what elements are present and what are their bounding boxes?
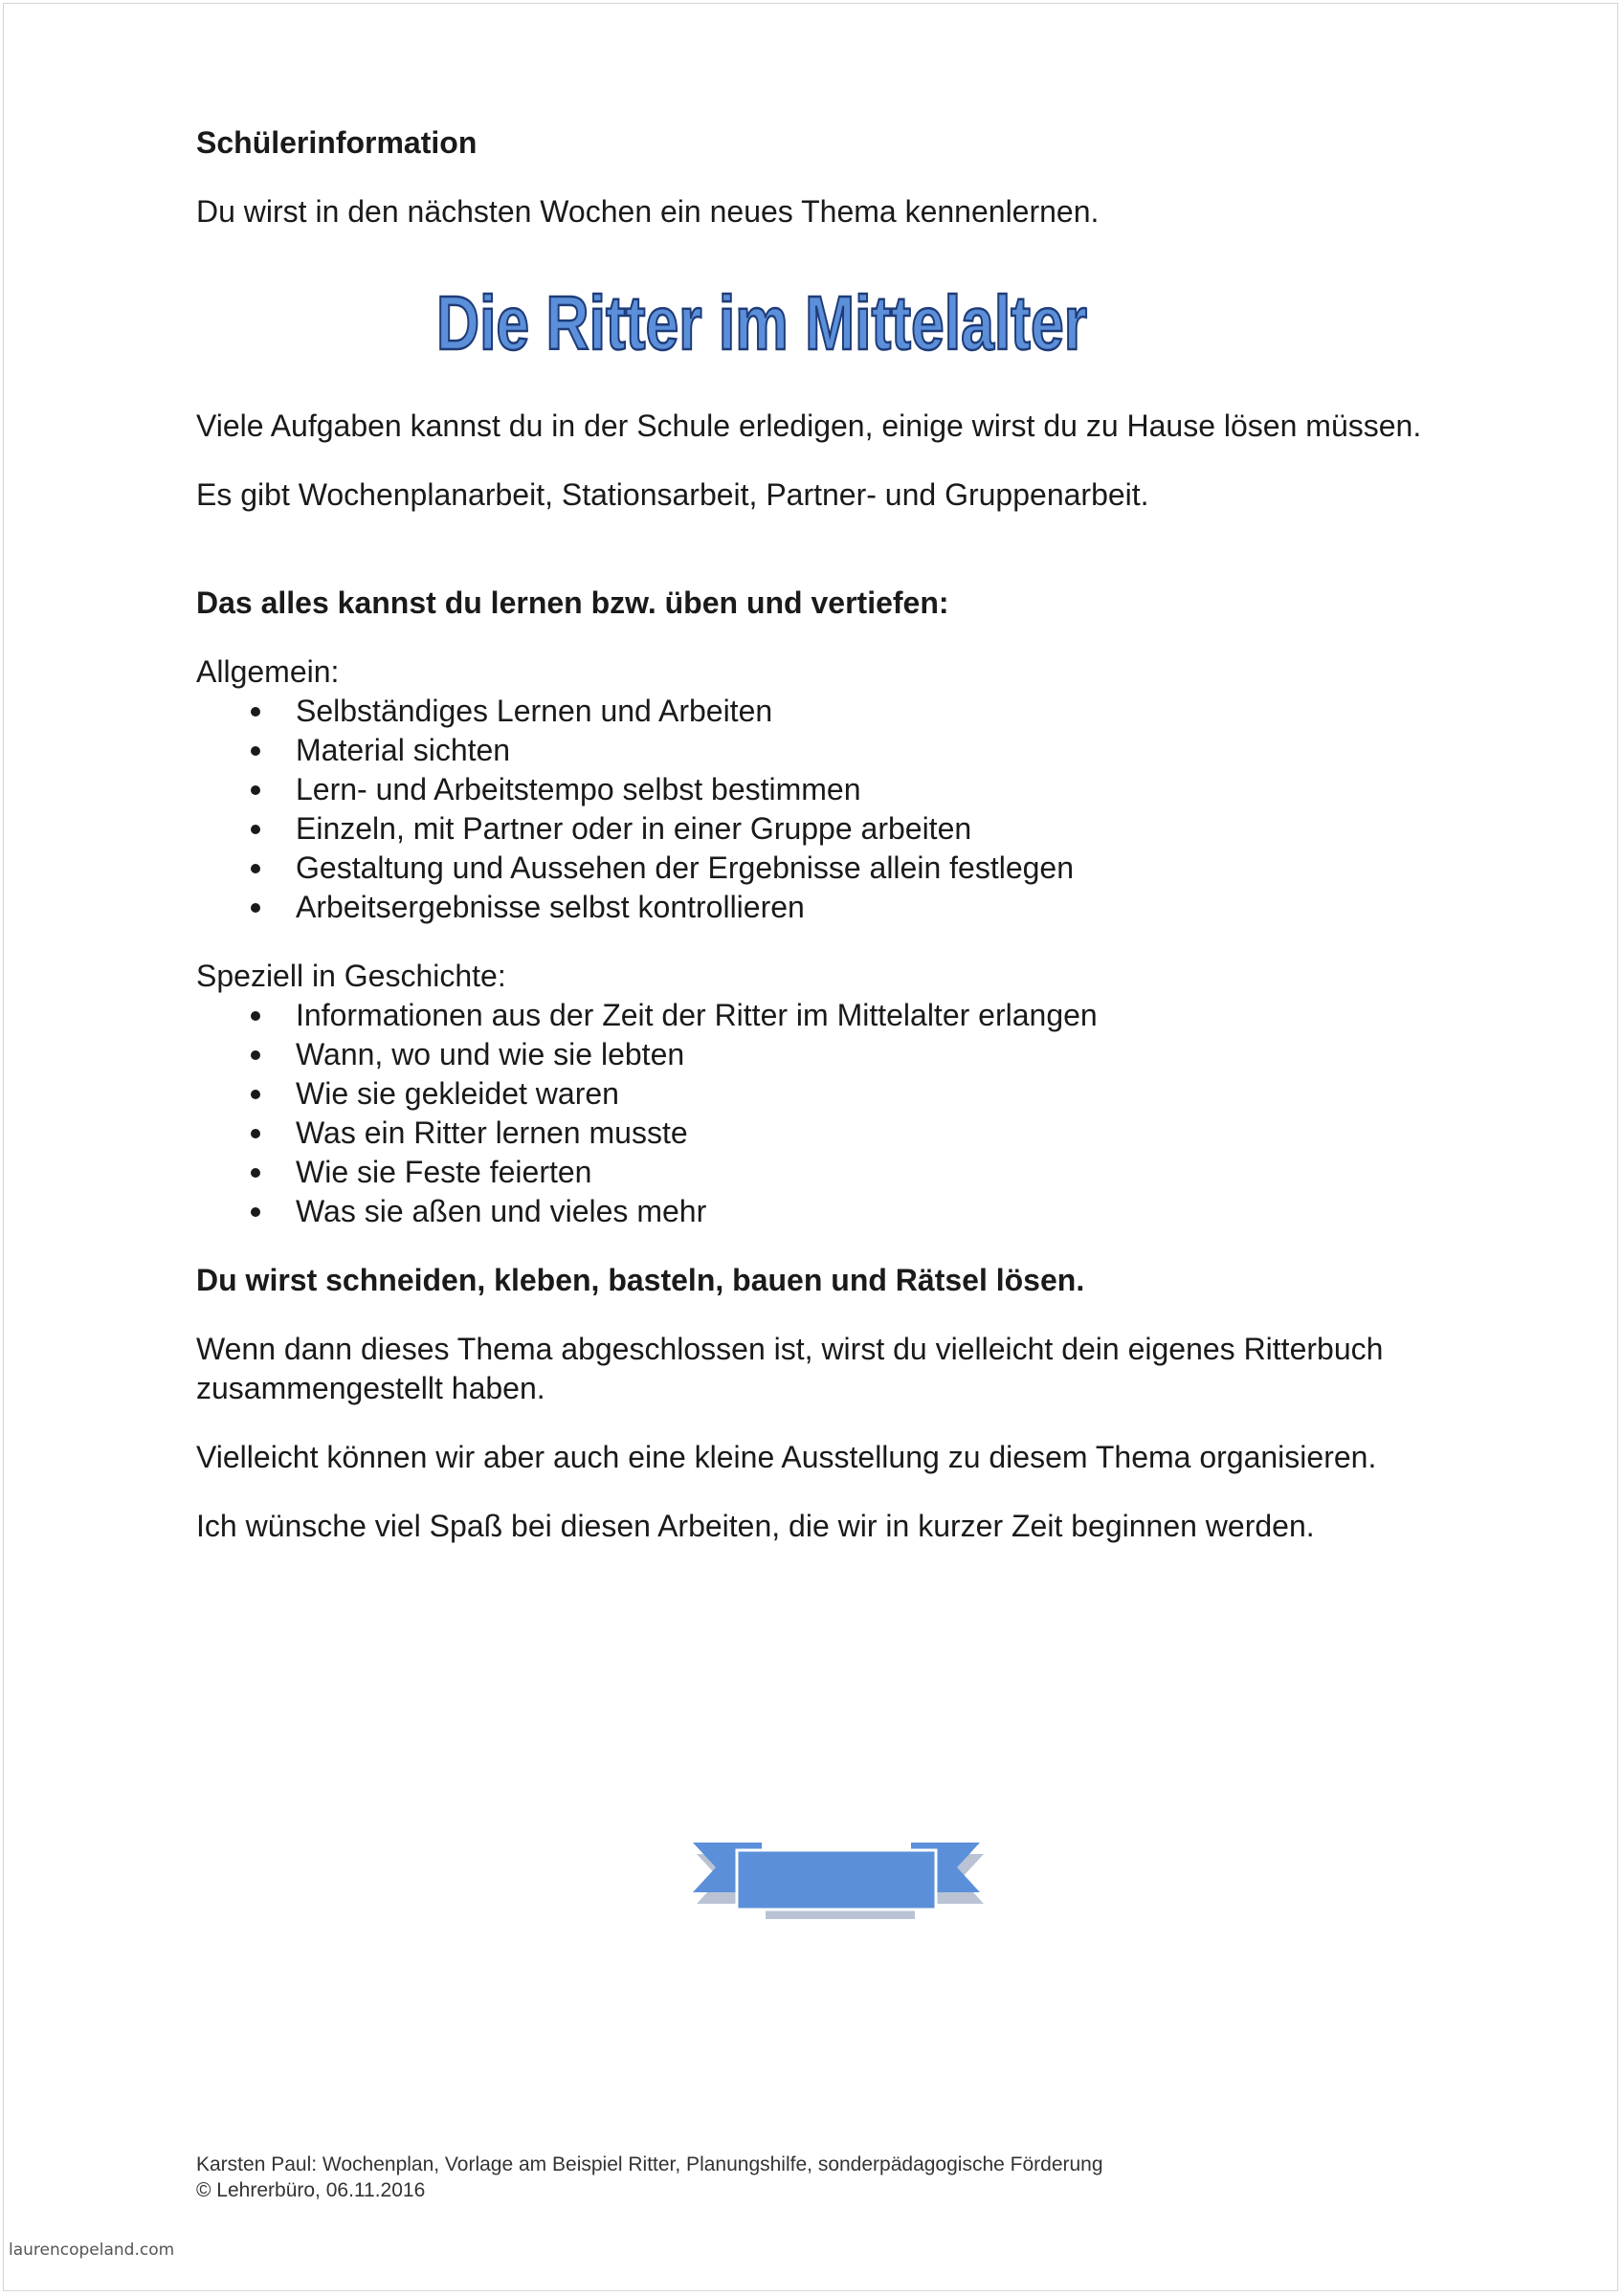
list-item: Was ein Ritter lernen musste [196,1114,1459,1153]
bullet-icon [251,1090,260,1099]
list-item: Material sichten [196,731,1459,770]
bullet-icon [251,903,260,913]
paragraph-ritterbuch: Wenn dann dieses Thema abgeschlossen ist, wirst du vielleicht dein eigenes Ritterbuch zusammengestellt haben. [196,1332,1384,1405]
intro-paragraph: Du wirst in den nächsten Wochen ein neues Thema kennenlernen. [196,194,1100,229]
bullet-icon [251,1011,260,1021]
general-list [196,692,1459,927]
wordart-title-text: Die Ritter im Mittelalter [436,280,1087,365]
list-item: Selbständiges Lernen und Arbeiten [196,692,1459,731]
paragraph-closing: Ich wünsche viel Spaß bei diesen Arbeiten, die wir in kurzer Zeit beginnen werden. [196,1509,1315,1543]
bullet-icon [251,1050,260,1060]
bullet-icon [251,785,260,795]
footer [196,2152,1103,2203]
bullet-icon [251,1129,260,1138]
paragraph-tasks: Viele Aufgaben kannst du in der Schule erledigen, einige wirst du zu Hause lösen müssen. [196,408,1422,443]
ribbon-banner-graphic [691,1831,984,1923]
paragraph-exhibition: Vielleicht können wir aber auch eine kleine Ausstellung zu diesem Thema organisieren. [196,1440,1377,1474]
list-item: Lern- und Arbeitstempo selbst bestimmen [196,770,1459,809]
bullet-icon [251,746,260,756]
list-item: Gestaltung und Aussehen der Ergebnisse allein festlegen [196,849,1459,888]
wordart-title-graphic [196,261,1459,377]
bullet-icon [251,1168,260,1178]
footer-copyright: © Lehrerbüro, 06.11.2016 [196,2179,426,2201]
document-page [3,3,1618,2291]
document-heading: Schülerinformation [196,125,478,160]
wordart-title [196,261,1459,377]
list-item: Arbeitsergebnisse selbst kontrollieren [196,888,1459,927]
list-item: Wie sie gekleidet waren [196,1074,1459,1114]
bullet-icon [251,825,260,834]
document-body [196,123,1459,1546]
crafts-heading: Du wirst schneiden, kleben, basteln, bauen und Rätsel lösen. [196,1263,1085,1297]
list-item: Einzeln, mit Partner oder in einer Gruppe arbeiten [196,809,1459,849]
history-list [196,996,1459,1231]
paragraph-work-forms: Es gibt Wochenplanarbeit, Stationsarbeit, Partner- und Gruppenarbeit. [196,477,1149,512]
list-item: Wie sie Feste feierten [196,1153,1459,1192]
learn-heading: Das alles kannst du lernen bzw. üben und vertiefen: [196,585,949,620]
watermark: laurencopeland.com [9,2241,175,2260]
bullet-icon [251,707,260,717]
list-item: Informationen aus der Zeit der Ritter im Mittelalter erlangen [196,996,1459,1035]
list-item: Wann, wo und wie sie lebten [196,1035,1459,1074]
bullet-icon [251,864,260,873]
general-label: Allgemein: [196,654,340,689]
bullet-icon [251,1207,260,1217]
footer-credit: Karsten Paul: Wochenplan, Vorlage am Beispiel Ritter, Planungshilfe, sonderpädagogische Förderung [196,2153,1103,2175]
list-item: Was sie aßen und vieles mehr [196,1192,1459,1231]
history-label: Speziell in Geschichte: [196,959,506,993]
